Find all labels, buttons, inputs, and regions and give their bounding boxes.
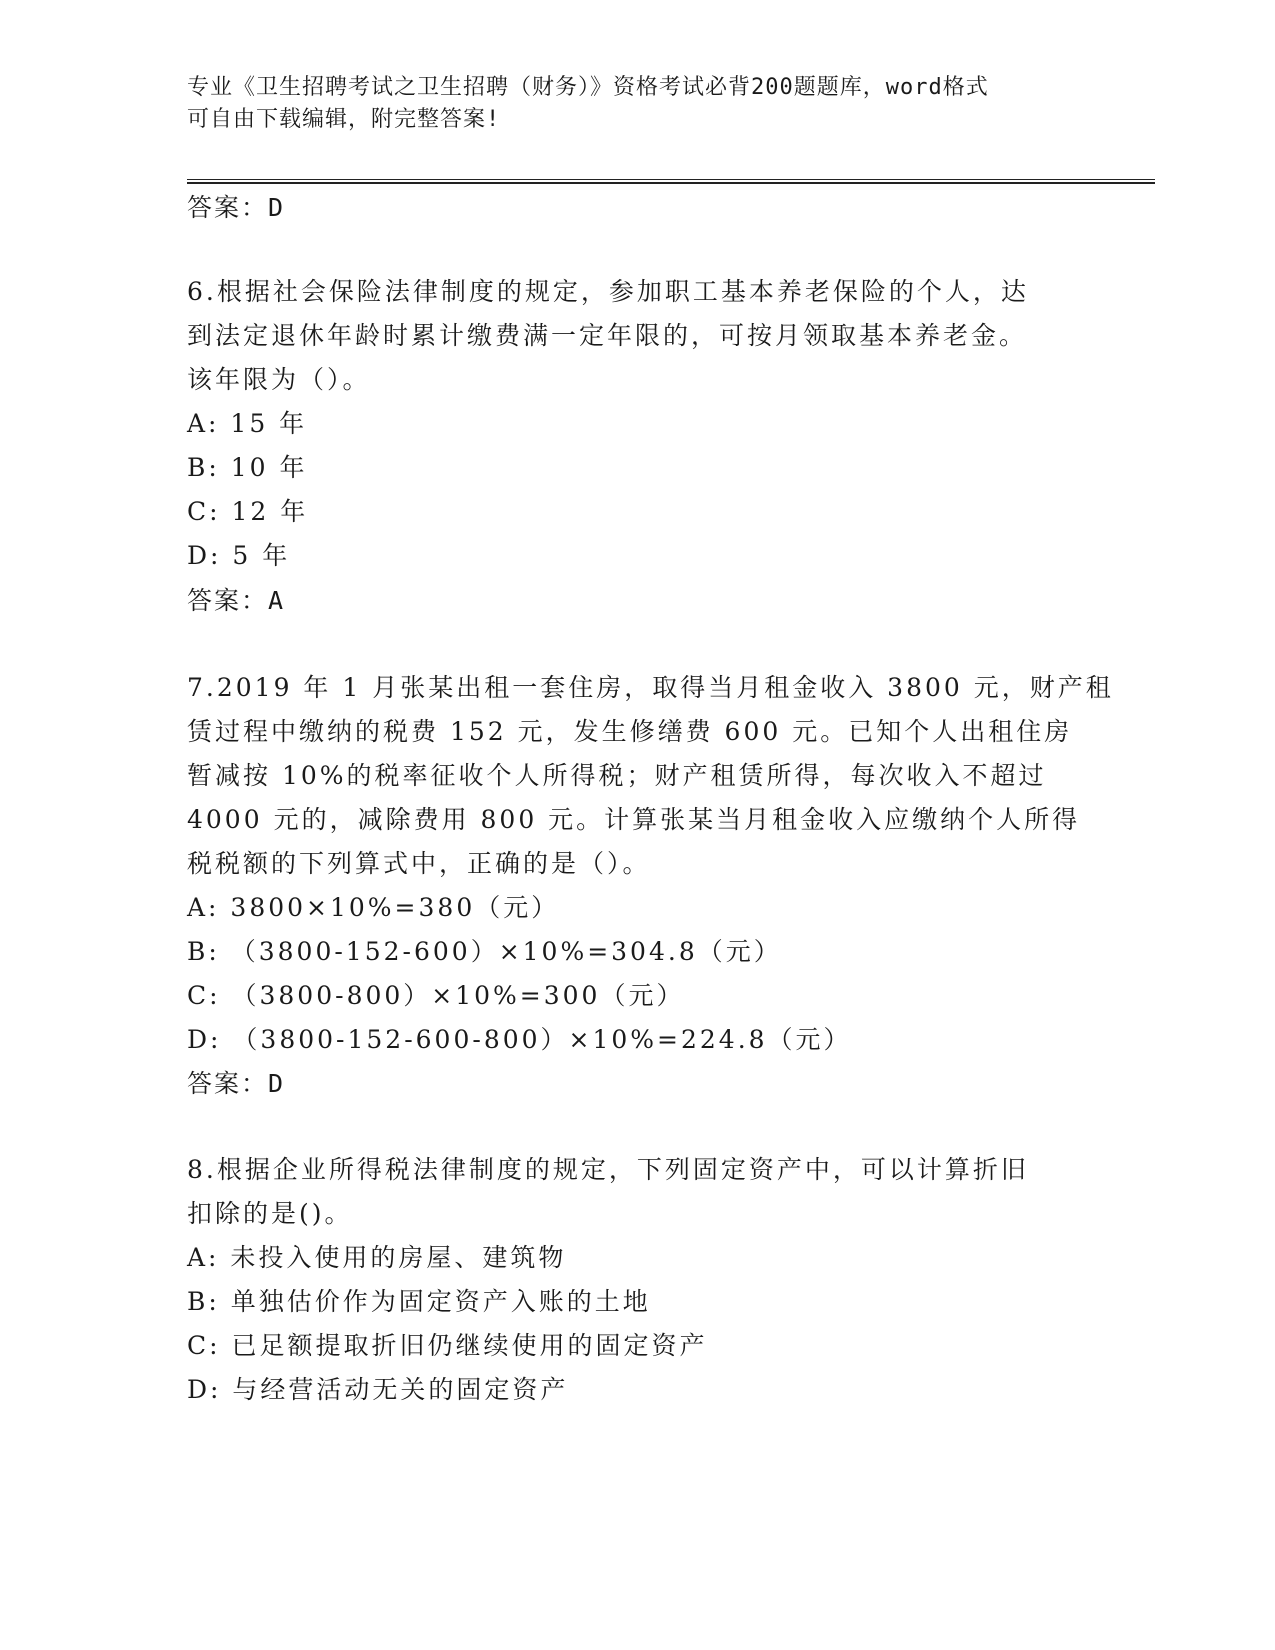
answer-previous: 答案：D: [187, 193, 286, 222]
header-line-1: 专业《卫生招聘考试之卫生招聘（财务）》资格考试必背200题题库，word格式: [187, 75, 989, 100]
question-7-option-d: D: （3800-152-600-800）×10%=224.8（元）: [187, 1025, 852, 1054]
question-6-option-d: D: 5 年: [187, 541, 291, 570]
question-6-stem-line: 该年限为（）。: [187, 365, 371, 394]
question-8-stem-line: 8.根据企业所得税法律制度的规定，下列固定资产中，可以计算折旧: [187, 1155, 1029, 1184]
question-6-answer: 答案：A: [187, 586, 286, 615]
question-7-stem-line: 赁过程中缴纳的税费 152 元，发生修缮费 600 元。已知个人出租住房: [187, 717, 1073, 746]
question-8-option-c: C: 已足额提取折旧仍继续使用的固定资产: [187, 1331, 708, 1360]
question-7-stem-line: 7.2019 年 1 月张某出租一套住房，取得当月租金收入 3800 元，财产租: [187, 673, 1114, 702]
question-7-stem-line: 税税额的下列算式中，正确的是（）。: [187, 849, 651, 878]
question-8-stem-line: 扣除的是()。: [187, 1199, 353, 1228]
question-6-stem-line: 到法定退休年龄时累计缴费满一定年限的，可按月领取基本养老金。: [187, 321, 1028, 350]
question-8-option-d: D: 与经营活动无关的固定资产: [187, 1375, 569, 1404]
question-7-option-c: C: （3800-800）×10%=300（元）: [187, 981, 685, 1010]
question-7-answer: 答案：D: [187, 1069, 286, 1098]
header-line-2: 可自由下载编辑，附完整答案!: [187, 107, 501, 132]
question-6-option-c: C: 12 年: [187, 497, 309, 526]
header-divider-thin: [187, 179, 1155, 180]
question-7-stem-line: 4000 元的，减除费用 800 元。计算张某当月租金收入应缴纳个人所得: [187, 805, 1081, 834]
question-8-option-a: A: 未投入使用的房屋、建筑物: [187, 1243, 567, 1272]
question-8-option-b: B: 单独估价作为固定资产入账的土地: [187, 1287, 651, 1316]
question-7-option-a: A: 3800×10%=380（元）: [187, 893, 560, 922]
question-6-option-a: A: 15 年: [187, 409, 308, 438]
question-7-stem-line: 暂减按 10%的税率征收个人所得税；财产租赁所得，每次收入不超过: [187, 761, 1047, 790]
header-divider-thick: [187, 182, 1155, 184]
question-7-option-b: B: （3800-152-600）×10%=304.8（元）: [187, 937, 782, 966]
question-6-stem-line: 6.根据社会保险法律制度的规定，参加职工基本养老保险的个人，达: [187, 277, 1029, 306]
question-6-option-b: B: 10 年: [187, 453, 308, 482]
document-header: [187, 72, 1087, 136]
